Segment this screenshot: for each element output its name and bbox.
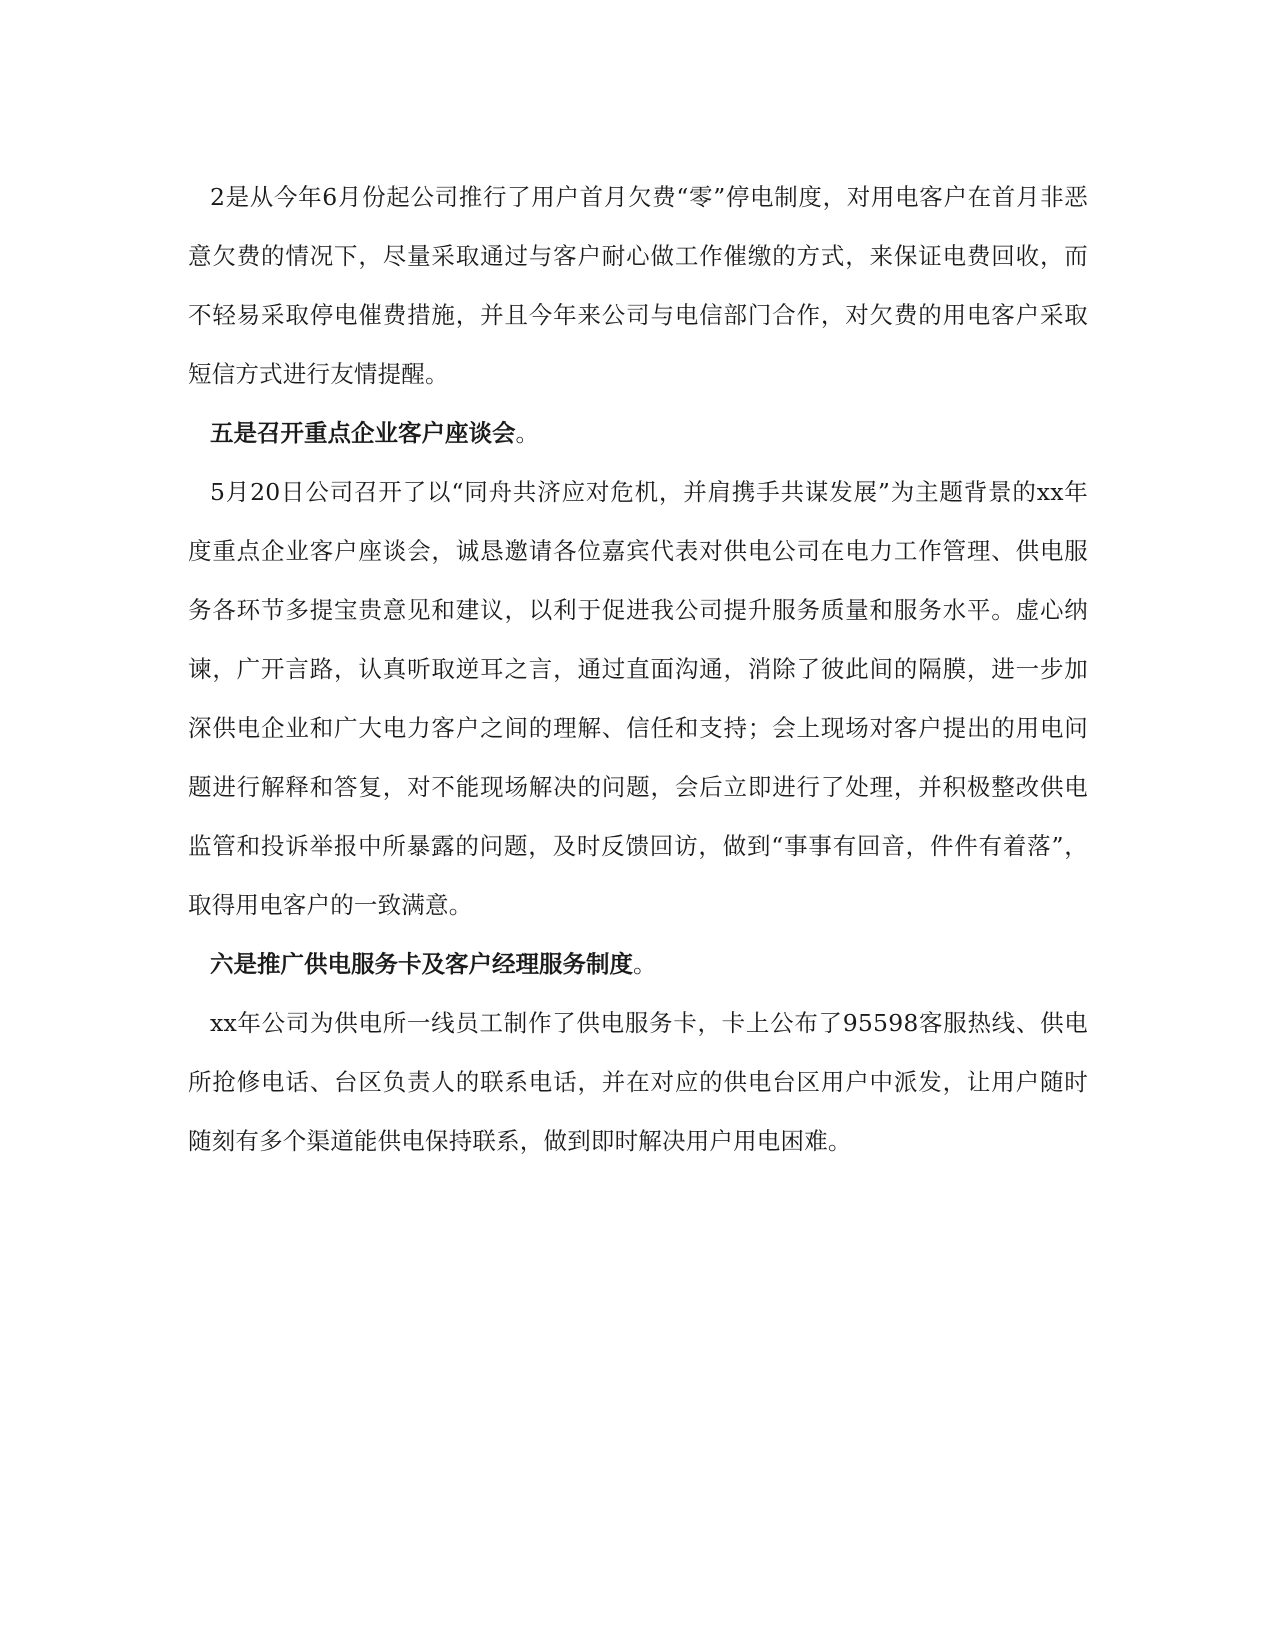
section-heading-six-bold: 六是推广供电服务卡及客户经理服务制度 — [210, 950, 633, 978]
paragraph-customer-forum: 5月20日公司召开了以“同舟共济应对危机，并肩携手共谋发展”为主题背景的xx年度重点企业客户座谈会，诚恳邀请各位嘉宾代表对供电公司在电力工作管理、供电服务各环节多提宝贵意见和建议，以利于促进我公司提升服务质量和服务水平。虚心纳谏，广开言路，认真听取逆耳之言，通过直面沟通，消除了彼此间的隔膜，进一步加深供电企业和广大电力客户之间的理解、信任和支持；会上现场对客户提出的用电问题进行解释和答复，对不能现场解决的问题，会后立即进行了处理，并积极整改供电监管和投诉举报中所暴露的问题，及时反馈回访，做到“事事有回音，件件有着落”，取得用电客户的一致满意。 — [188, 478, 1088, 919]
section-heading-six — [188, 935, 1088, 994]
paragraph-first-month-arrears: 2是从今年6月份起公司推行了用户首月欠费“零”停电制度，对用电客户在首月非恶意欠费的情况下，尽量采取通过与客户耐心做工作催缴的方式，来保证电费回收，而不轻易采取停电催费措施，并且今年来公司与电信部门合作，对欠费的用电客户采取短信方式进行友情提醒。 — [188, 183, 1088, 388]
section-heading-five-bold: 五是召开重点企业客户座谈会 — [210, 419, 516, 447]
section-heading-six-tail: 。 — [633, 950, 657, 978]
paragraph-service-card: xx年公司为供电所一线员工制作了供电服务卡，卡上公布了95598客服热线、供电所抢修电话、台区负责人的联系电话，并在对应的供电台区用户中派发，让用户随时随刻有多个渠道能供电保持联系，做到即时解决用户用电困难。 — [188, 1009, 1088, 1155]
section-heading-five-tail: 。 — [515, 419, 539, 447]
section-heading-five — [188, 404, 1088, 463]
document-body — [188, 168, 1088, 1171]
